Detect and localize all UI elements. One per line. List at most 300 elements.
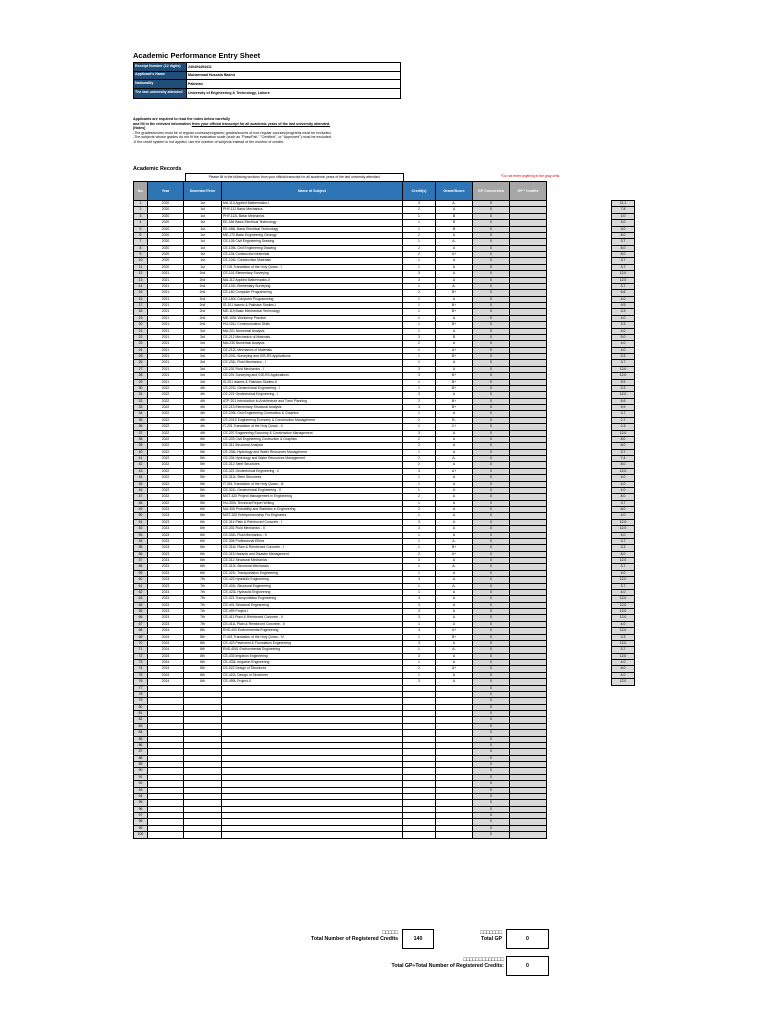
subject-cell[interactable]: IT-101 Translation of the Holy Quran - I <box>222 264 403 270</box>
subject-cell[interactable]: HU-101L Communication Skills <box>222 322 403 328</box>
grade-cell[interactable]: A <box>436 245 473 251</box>
credits-cell[interactable]: 1 <box>403 424 436 430</box>
credits-cell[interactable]: 2 <box>403 456 436 462</box>
semester-cell[interactable]: 3rd <box>184 373 222 379</box>
semester-cell[interactable]: 6th <box>184 513 222 519</box>
credits-cell[interactable]: 3 <box>403 201 436 207</box>
year-cell[interactable]: 2020 <box>148 213 184 219</box>
subject-cell[interactable]: MA-201 Numerical Analysis <box>222 328 403 334</box>
year-cell[interactable]: 2023 <box>148 589 184 595</box>
semester-cell[interactable]: 2nd <box>184 309 222 315</box>
subject-cell[interactable]: CE-311 Structural Analysis <box>222 443 403 449</box>
credits-cell[interactable]: 1 <box>403 583 436 589</box>
credits-cell[interactable]: 3 <box>403 558 436 564</box>
subject-cell[interactable]: CE-314 Plain & Reinforced Concrete - I <box>222 519 403 525</box>
year-cell[interactable]: 2020 <box>148 207 184 213</box>
year-cell[interactable]: 2022 <box>148 494 184 500</box>
grade-cell[interactable]: A <box>436 462 473 468</box>
semester-cell[interactable]: 8th <box>184 628 222 634</box>
credits-cell[interactable]: 1 <box>403 309 436 315</box>
grade-cell[interactable]: A <box>436 475 473 481</box>
grade-cell[interactable]: A- <box>436 239 473 245</box>
grade-cell[interactable]: A <box>436 264 473 270</box>
subject-cell[interactable]: CE-221L Geotechnical Engineering - I <box>222 385 403 391</box>
semester-cell[interactable]: 5th <box>184 462 222 468</box>
credits-cell[interactable]: 1 <box>403 296 436 302</box>
year-cell[interactable]: 2021 <box>148 379 184 385</box>
semester-cell[interactable] <box>184 832 222 838</box>
semester-cell[interactable]: 8th <box>184 672 222 678</box>
grade-cell[interactable]: A <box>436 609 473 615</box>
semester-cell[interactable]: 1st <box>184 207 222 213</box>
grade-cell[interactable]: C+ <box>436 424 473 430</box>
year-cell[interactable]: 2020 <box>148 232 184 238</box>
grade-cell[interactable]: A+ <box>436 347 473 353</box>
grade-cell[interactable]: A <box>436 315 473 321</box>
year-cell[interactable]: 2021 <box>148 334 184 340</box>
semester-cell[interactable]: 8th <box>184 679 222 685</box>
semester-cell[interactable]: 8th <box>184 660 222 666</box>
grade-cell[interactable]: B+ <box>436 373 473 379</box>
name-value[interactable]: Muhammad Hussain Bashir <box>187 71 401 80</box>
year-cell[interactable]: 2021 <box>148 277 184 283</box>
credits-cell[interactable]: 3 <box>403 653 436 659</box>
credits-cell[interactable]: 1 <box>403 303 436 309</box>
year-cell[interactable]: 2022 <box>148 385 184 391</box>
year-cell[interactable]: 2021 <box>148 373 184 379</box>
credits-cell[interactable]: 2 <box>403 341 436 347</box>
subject-cell[interactable]: ME-105L Workshop Practice <box>222 315 403 321</box>
grade-cell[interactable]: A <box>436 449 473 455</box>
grade-cell[interactable]: A <box>436 679 473 685</box>
subject-cell[interactable]: CE-105L Civil Engineering Drawing <box>222 245 403 251</box>
grade-cell[interactable]: A <box>436 589 473 595</box>
semester-cell[interactable]: 5th <box>184 494 222 500</box>
credits-cell[interactable]: 1 <box>403 379 436 385</box>
grade-cell[interactable]: B <box>436 220 473 226</box>
credits-cell[interactable]: 1 <box>403 660 436 666</box>
year-cell[interactable]: 2024 <box>148 672 184 678</box>
credits-cell[interactable]: 3 <box>403 271 436 277</box>
subject-cell[interactable]: IT-301 Translation of the Holy Quran - III <box>222 481 403 487</box>
semester-cell[interactable]: 5th <box>184 487 222 493</box>
year-cell[interactable]: 2021 <box>148 303 184 309</box>
credits-cell[interactable]: 3 <box>403 366 436 372</box>
year-cell[interactable]: 2023 <box>148 538 184 544</box>
year-cell[interactable]: 2020 <box>148 245 184 251</box>
subject-cell[interactable]: CE-101 Elementary Surveying <box>222 271 403 277</box>
semester-cell[interactable]: 3rd <box>184 334 222 340</box>
credits-cell[interactable]: 1 <box>403 538 436 544</box>
subject-cell[interactable]: ENS-400L Environmental Engineering <box>222 647 403 653</box>
credits-cell[interactable]: 2 <box>403 232 436 238</box>
subject-cell[interactable]: MA-113 Applied Mathematics-I <box>222 201 403 207</box>
semester-cell[interactable]: 6th <box>184 558 222 564</box>
semester-cell[interactable]: 6th <box>184 545 222 551</box>
credits-cell[interactable]: 1 <box>403 449 436 455</box>
subject-cell[interactable]: CE-201 Surveying and GIS-RS Applications <box>222 373 403 379</box>
semester-cell[interactable]: 4th <box>184 411 222 417</box>
semester-cell[interactable]: 1st <box>184 213 222 219</box>
year-cell[interactable]: 2024 <box>148 634 184 640</box>
credits-cell[interactable]: 1 <box>403 411 436 417</box>
semester-cell[interactable]: 6th <box>184 564 222 570</box>
year-cell[interactable]: 2022 <box>148 411 184 417</box>
semester-cell[interactable]: 4th <box>184 424 222 430</box>
grade-cell[interactable]: A <box>436 360 473 366</box>
subject-cell[interactable]: ENS-400 Environmental Engineering <box>222 628 403 634</box>
subject-cell[interactable]: CE-212L Mechanics of Materials <box>222 347 403 353</box>
credits-cell[interactable]: 1 <box>403 226 436 232</box>
year-cell[interactable]: 2021 <box>148 360 184 366</box>
subject-cell[interactable]: CE-315 Hazards and Disaster Management <box>222 551 403 557</box>
grade-cell[interactable]: A <box>436 519 473 525</box>
credits-cell[interactable]: 3 <box>403 640 436 646</box>
semester-cell[interactable]: 5th <box>184 443 222 449</box>
grade-cell[interactable]: A <box>436 640 473 646</box>
subject-cell[interactable]: CE-213 Elementary Structural Analysis <box>222 405 403 411</box>
semester-cell[interactable]: 5th <box>184 468 222 474</box>
credits-cell[interactable]: 1 <box>403 564 436 570</box>
year-cell[interactable]: 2022 <box>148 405 184 411</box>
subject-cell[interactable]: PHY-112 Basic Mechanics <box>222 207 403 213</box>
year-cell[interactable]: 2022 <box>148 468 184 474</box>
credits-cell[interactable]: 2 <box>403 551 436 557</box>
credits-cell[interactable]: 1 <box>403 500 436 506</box>
credits-cell[interactable]: 2 <box>403 245 436 251</box>
year-cell[interactable]: 2023 <box>148 564 184 570</box>
grade-cell[interactable]: A <box>436 507 473 513</box>
year-cell[interactable]: 2020 <box>148 239 184 245</box>
semester-cell[interactable]: 7th <box>184 621 222 627</box>
grade-cell[interactable]: A <box>436 526 473 532</box>
semester-cell[interactable]: 2nd <box>184 277 222 283</box>
year-cell[interactable]: 2023 <box>148 532 184 538</box>
receipt-value[interactable]: 240494494411 <box>187 63 401 72</box>
credits-cell[interactable]: 1 <box>403 239 436 245</box>
year-cell[interactable]: 2024 <box>148 666 184 672</box>
semester-cell[interactable]: 7th <box>184 609 222 615</box>
grade-cell[interactable]: A <box>436 621 473 627</box>
semester-cell[interactable]: 6th <box>184 570 222 576</box>
credits-cell[interactable]: 2 <box>403 507 436 513</box>
subject-cell[interactable]: EE-186 Basic Electrical Technology <box>222 220 403 226</box>
grade-cell[interactable]: A <box>436 660 473 666</box>
credits-cell[interactable]: 3 <box>403 609 436 615</box>
subject-cell[interactable]: CE-321L Geotechnical Engineering - II <box>222 487 403 493</box>
year-cell[interactable]: 2023 <box>148 545 184 551</box>
credits-cell[interactable]: 3 <box>403 373 436 379</box>
year-cell[interactable]: 2023 <box>148 513 184 519</box>
semester-cell[interactable]: 5th <box>184 456 222 462</box>
year-cell[interactable]: 2020 <box>148 252 184 258</box>
subject-cell[interactable]: IT-401 Translation of the Holy Quran - IV <box>222 634 403 640</box>
semester-cell[interactable]: 6th <box>184 526 222 532</box>
year-cell[interactable]: 2022 <box>148 424 184 430</box>
credits-cell[interactable]: 2 <box>403 398 436 404</box>
grade-cell[interactable]: A <box>436 277 473 283</box>
subject-cell[interactable]: CE-160 Computer Programming <box>222 290 403 296</box>
grade-cell[interactable]: B+ <box>436 398 473 404</box>
grade-cell[interactable]: A <box>436 602 473 608</box>
year-cell[interactable]: 2022 <box>148 456 184 462</box>
subject-cell[interactable]: CE-321 Geotechnical Engineering - II <box>222 468 403 474</box>
grade-cell[interactable]: B+ <box>436 405 473 411</box>
subject-cell[interactable]: CE-411L Plain & Reinforced Concrete - II <box>222 621 403 627</box>
semester-cell[interactable]: 6th <box>184 532 222 538</box>
credits-cell[interactable]: 2 <box>403 443 436 449</box>
subject-cell[interactable]: ME-119 Basic Mechanical Technology <box>222 309 403 315</box>
semester-cell[interactable]: 8th <box>184 647 222 653</box>
credits-cell[interactable] <box>403 832 436 838</box>
credits-cell[interactable]: 1 <box>403 589 436 595</box>
semester-cell[interactable]: 4th <box>184 417 222 423</box>
subject-cell[interactable]: CE-423 Pavement & Foundation Engineering <box>222 640 403 646</box>
grade-cell[interactable]: A+ <box>436 628 473 634</box>
year-cell[interactable]: 2024 <box>148 679 184 685</box>
year-cell[interactable]: 2024 <box>148 660 184 666</box>
year-cell[interactable]: 2022 <box>148 436 184 442</box>
semester-cell[interactable]: 4th <box>184 398 222 404</box>
subject-cell[interactable]: CE-231 Fluid Mechanics - I <box>222 366 403 372</box>
year-cell[interactable]: 2020 <box>148 258 184 264</box>
subject-cell[interactable]: CE-401 Structural Engineering <box>222 602 403 608</box>
year-cell[interactable]: 2020 <box>148 226 184 232</box>
semester-cell[interactable]: 1st <box>184 258 222 264</box>
grade-cell[interactable]: A <box>436 558 473 564</box>
year-cell[interactable]: 2021 <box>148 315 184 321</box>
credits-cell[interactable]: 1 <box>403 570 436 576</box>
subject-cell[interactable]: CE-312 Steel Structures <box>222 462 403 468</box>
subject-cell[interactable]: CE-321L Transportation Engineering <box>222 570 403 576</box>
subject-cell[interactable]: CE-312 Structural Mechanics <box>222 558 403 564</box>
grade-cell[interactable]: B+ <box>436 545 473 551</box>
semester-cell[interactable]: 5th <box>184 481 222 487</box>
subject-cell[interactable]: CE-411 Plain & Reinforced Concrete - II <box>222 615 403 621</box>
grade-cell[interactable]: A- <box>436 583 473 589</box>
grade-cell[interactable]: A- <box>436 538 473 544</box>
subject-cell[interactable]: IS-101 Islamic & Pakistan Studies-I <box>222 303 403 309</box>
credits-cell[interactable]: 2 <box>403 417 436 423</box>
grade-cell[interactable]: A <box>436 615 473 621</box>
semester-cell[interactable]: 1st <box>184 264 222 270</box>
grade-cell[interactable]: A <box>436 366 473 372</box>
grade-cell[interactable]: A <box>436 500 473 506</box>
credits-cell[interactable]: 3 <box>403 577 436 583</box>
subject-cell[interactable]: ATP-201 Introduction to Architecture and Town Planning <box>222 398 403 404</box>
semester-cell[interactable]: 3rd <box>184 360 222 366</box>
semester-cell[interactable]: 4th <box>184 385 222 391</box>
semester-cell[interactable]: 7th <box>184 583 222 589</box>
year-cell[interactable]: 2022 <box>148 481 184 487</box>
grade-cell[interactable]: A <box>436 532 473 538</box>
year-cell[interactable]: 2020 <box>148 201 184 207</box>
grade-cell[interactable]: A <box>436 296 473 302</box>
credits-cell[interactable]: 1 <box>403 360 436 366</box>
subject-cell[interactable]: CE-401L Structural Engineering <box>222 583 403 589</box>
credits-cell[interactable]: 1 <box>403 545 436 551</box>
grade-cell[interactable]: A <box>436 494 473 500</box>
semester-cell[interactable]: 7th <box>184 596 222 602</box>
year-cell[interactable]: 2020 <box>148 264 184 270</box>
credits-cell[interactable]: 1 <box>403 621 436 627</box>
grade-cell[interactable]: B+ <box>436 322 473 328</box>
subject-cell[interactable]: CE-221 Geotechnical Engineering - I <box>222 392 403 398</box>
subject-cell[interactable]: EE-186L Basic Electrical Technology <box>222 226 403 232</box>
credits-cell[interactable]: 1 <box>403 264 436 270</box>
semester-cell[interactable]: 6th <box>184 507 222 513</box>
grade-cell[interactable]: A+ <box>436 666 473 672</box>
semester-cell[interactable]: 2nd <box>184 283 222 289</box>
year-cell[interactable] <box>148 832 184 838</box>
grade-cell[interactable]: A+ <box>436 551 473 557</box>
grade-cell[interactable]: A <box>436 232 473 238</box>
grade-cell[interactable]: B <box>436 213 473 219</box>
credits-cell[interactable]: 2 <box>403 494 436 500</box>
credits-cell[interactable]: 1 <box>403 322 436 328</box>
semester-cell[interactable]: 5th <box>184 500 222 506</box>
subject-cell[interactable]: CE-331L Fluid Mechanics - II <box>222 532 403 538</box>
credits-cell[interactable]: 3 <box>403 468 436 474</box>
grade-cell[interactable]: A <box>436 596 473 602</box>
year-cell[interactable]: 2021 <box>148 366 184 372</box>
grade-cell[interactable]: A- <box>436 564 473 570</box>
credits-cell[interactable]: 2 <box>403 666 436 672</box>
subject-cell[interactable]: CE-231L Fluid Mechanics - I <box>222 360 403 366</box>
subject-cell[interactable]: CE-312L Steel Structures <box>222 475 403 481</box>
grade-cell[interactable]: B- <box>436 417 473 423</box>
subject-cell[interactable]: CE-205L Civil Engineering Contruction & Graphics <box>222 411 403 417</box>
grade-cell[interactable]: A <box>436 653 473 659</box>
year-cell[interactable]: 2023 <box>148 570 184 576</box>
year-cell[interactable]: 2021 <box>148 341 184 347</box>
credits-cell[interactable]: 2 <box>403 252 436 258</box>
grade-cell[interactable]: A <box>436 436 473 442</box>
credits-cell[interactable]: 2 <box>403 290 436 296</box>
credits-cell[interactable]: 1 <box>403 634 436 640</box>
grade-cell[interactable]: A+ <box>436 252 473 258</box>
credits-cell[interactable]: 1 <box>403 258 436 264</box>
credits-cell[interactable]: 1 <box>403 513 436 519</box>
subject-cell[interactable]: CE-433 Irrigation Engineering <box>222 653 403 659</box>
year-cell[interactable]: 2023 <box>148 602 184 608</box>
credits-cell[interactable]: 3 <box>403 596 436 602</box>
semester-cell[interactable]: 5th <box>184 475 222 481</box>
grade-cell[interactable]: B <box>436 334 473 340</box>
credits-cell[interactable]: 3 <box>403 334 436 340</box>
grade-cell[interactable]: B+ <box>436 385 473 391</box>
grade-cell[interactable]: A <box>436 443 473 449</box>
credits-cell[interactable]: 2 <box>403 462 436 468</box>
semester-cell[interactable]: 3rd <box>184 341 222 347</box>
subject-cell[interactable]: MGT-320 Entrepreneurship For Engineers <box>222 513 403 519</box>
semester-cell[interactable]: 4th <box>184 392 222 398</box>
year-cell[interactable]: 2022 <box>148 392 184 398</box>
year-cell[interactable]: 2021 <box>148 328 184 334</box>
subject-cell[interactable]: CE-104L Construction Materials <box>222 258 403 264</box>
credits-cell[interactable]: 1 <box>403 475 436 481</box>
subject-cell[interactable]: CE-201S Engineering Economy & Construction Management <box>222 417 403 423</box>
year-cell[interactable]: 2023 <box>148 519 184 525</box>
year-cell[interactable]: 2023 <box>148 526 184 532</box>
semester-cell[interactable]: 7th <box>184 602 222 608</box>
grade-cell[interactable]: A <box>436 271 473 277</box>
year-cell[interactable]: 2021 <box>148 309 184 315</box>
grade-cell[interactable]: A <box>436 430 473 436</box>
grade-cell[interactable]: A- <box>436 456 473 462</box>
year-cell[interactable]: 2022 <box>148 398 184 404</box>
subject-cell[interactable]: CE-331 Fluid Mechanics - II <box>222 526 403 532</box>
subject-cell[interactable]: PHY-112L Basic Mechanics <box>222 213 403 219</box>
subject-cell[interactable]: CE-312L Structural Mechanics <box>222 564 403 570</box>
year-cell[interactable]: 2023 <box>148 507 184 513</box>
semester-cell[interactable]: 3rd <box>184 379 222 385</box>
subject-cell[interactable]: CE-314L Plain & Reinforced Concrete - I <box>222 545 403 551</box>
semester-cell[interactable]: 1st <box>184 220 222 226</box>
semester-cell[interactable]: 2nd <box>184 296 222 302</box>
year-cell[interactable]: 2021 <box>148 354 184 360</box>
semester-cell[interactable]: 4th <box>184 405 222 411</box>
subject-cell[interactable] <box>222 832 403 838</box>
year-cell[interactable]: 2021 <box>148 271 184 277</box>
grade-cell[interactable]: B+ <box>436 303 473 309</box>
grade-cell[interactable]: A <box>436 570 473 576</box>
subject-cell[interactable]: CE-423 Hydraulic Engineering <box>222 577 403 583</box>
subject-cell[interactable]: CE-201L Surveying and GIS-RS Applications <box>222 354 403 360</box>
semester-cell[interactable]: 6th <box>184 538 222 544</box>
subject-cell[interactable]: CE-321 Transportation Engineering <box>222 596 403 602</box>
semester-cell[interactable]: 3rd <box>184 354 222 360</box>
credits-cell[interactable]: 1 <box>403 532 436 538</box>
grade-cell[interactable] <box>436 832 473 838</box>
year-cell[interactable]: 2024 <box>148 647 184 653</box>
credits-cell[interactable]: 1 <box>403 315 436 321</box>
year-cell[interactable]: 2022 <box>148 443 184 449</box>
grade-cell[interactable]: A <box>436 513 473 519</box>
year-cell[interactable]: 2024 <box>148 628 184 634</box>
grade-cell[interactable]: A <box>436 577 473 583</box>
university-value[interactable]: University of Engineering & Technology, Lahore <box>187 88 401 98</box>
credits-cell[interactable]: 3 <box>403 615 436 621</box>
subject-cell[interactable]: CE-308 Professional Ethics <box>222 538 403 544</box>
semester-cell[interactable]: 2nd <box>184 290 222 296</box>
subject-cell[interactable]: CE-101L Elementary Surveying <box>222 283 403 289</box>
grade-cell[interactable]: A <box>436 411 473 417</box>
grade-cell[interactable]: A+ <box>436 468 473 474</box>
credits-cell[interactable]: 1 <box>403 354 436 360</box>
subject-cell[interactable]: CE-104 Construction Materials <box>222 252 403 258</box>
grade-cell[interactable]: B+ <box>436 290 473 296</box>
grade-cell[interactable]: A- <box>436 201 473 207</box>
semester-cell[interactable]: 7th <box>184 615 222 621</box>
semester-cell[interactable]: 1st <box>184 245 222 251</box>
year-cell[interactable]: 2023 <box>148 583 184 589</box>
semester-cell[interactable]: 2nd <box>184 315 222 321</box>
subject-cell[interactable]: IS-201 Islamic & Pakistan Studies-II <box>222 379 403 385</box>
year-cell[interactable]: 2022 <box>148 417 184 423</box>
grade-cell[interactable]: B+ <box>436 309 473 315</box>
semester-cell[interactable]: 1st <box>184 239 222 245</box>
semester-cell[interactable]: 8th <box>184 634 222 640</box>
year-cell[interactable]: 2023 <box>148 577 184 583</box>
year-cell[interactable]: 2021 <box>148 296 184 302</box>
year-cell[interactable]: 2024 <box>148 653 184 659</box>
credits-cell[interactable]: 3 <box>403 679 436 685</box>
subject-cell[interactable]: CE-499L Project-II <box>222 679 403 685</box>
semester-cell[interactable]: 1st <box>184 252 222 258</box>
semester-cell[interactable]: 1st <box>184 226 222 232</box>
credits-cell[interactable]: 1 <box>403 385 436 391</box>
